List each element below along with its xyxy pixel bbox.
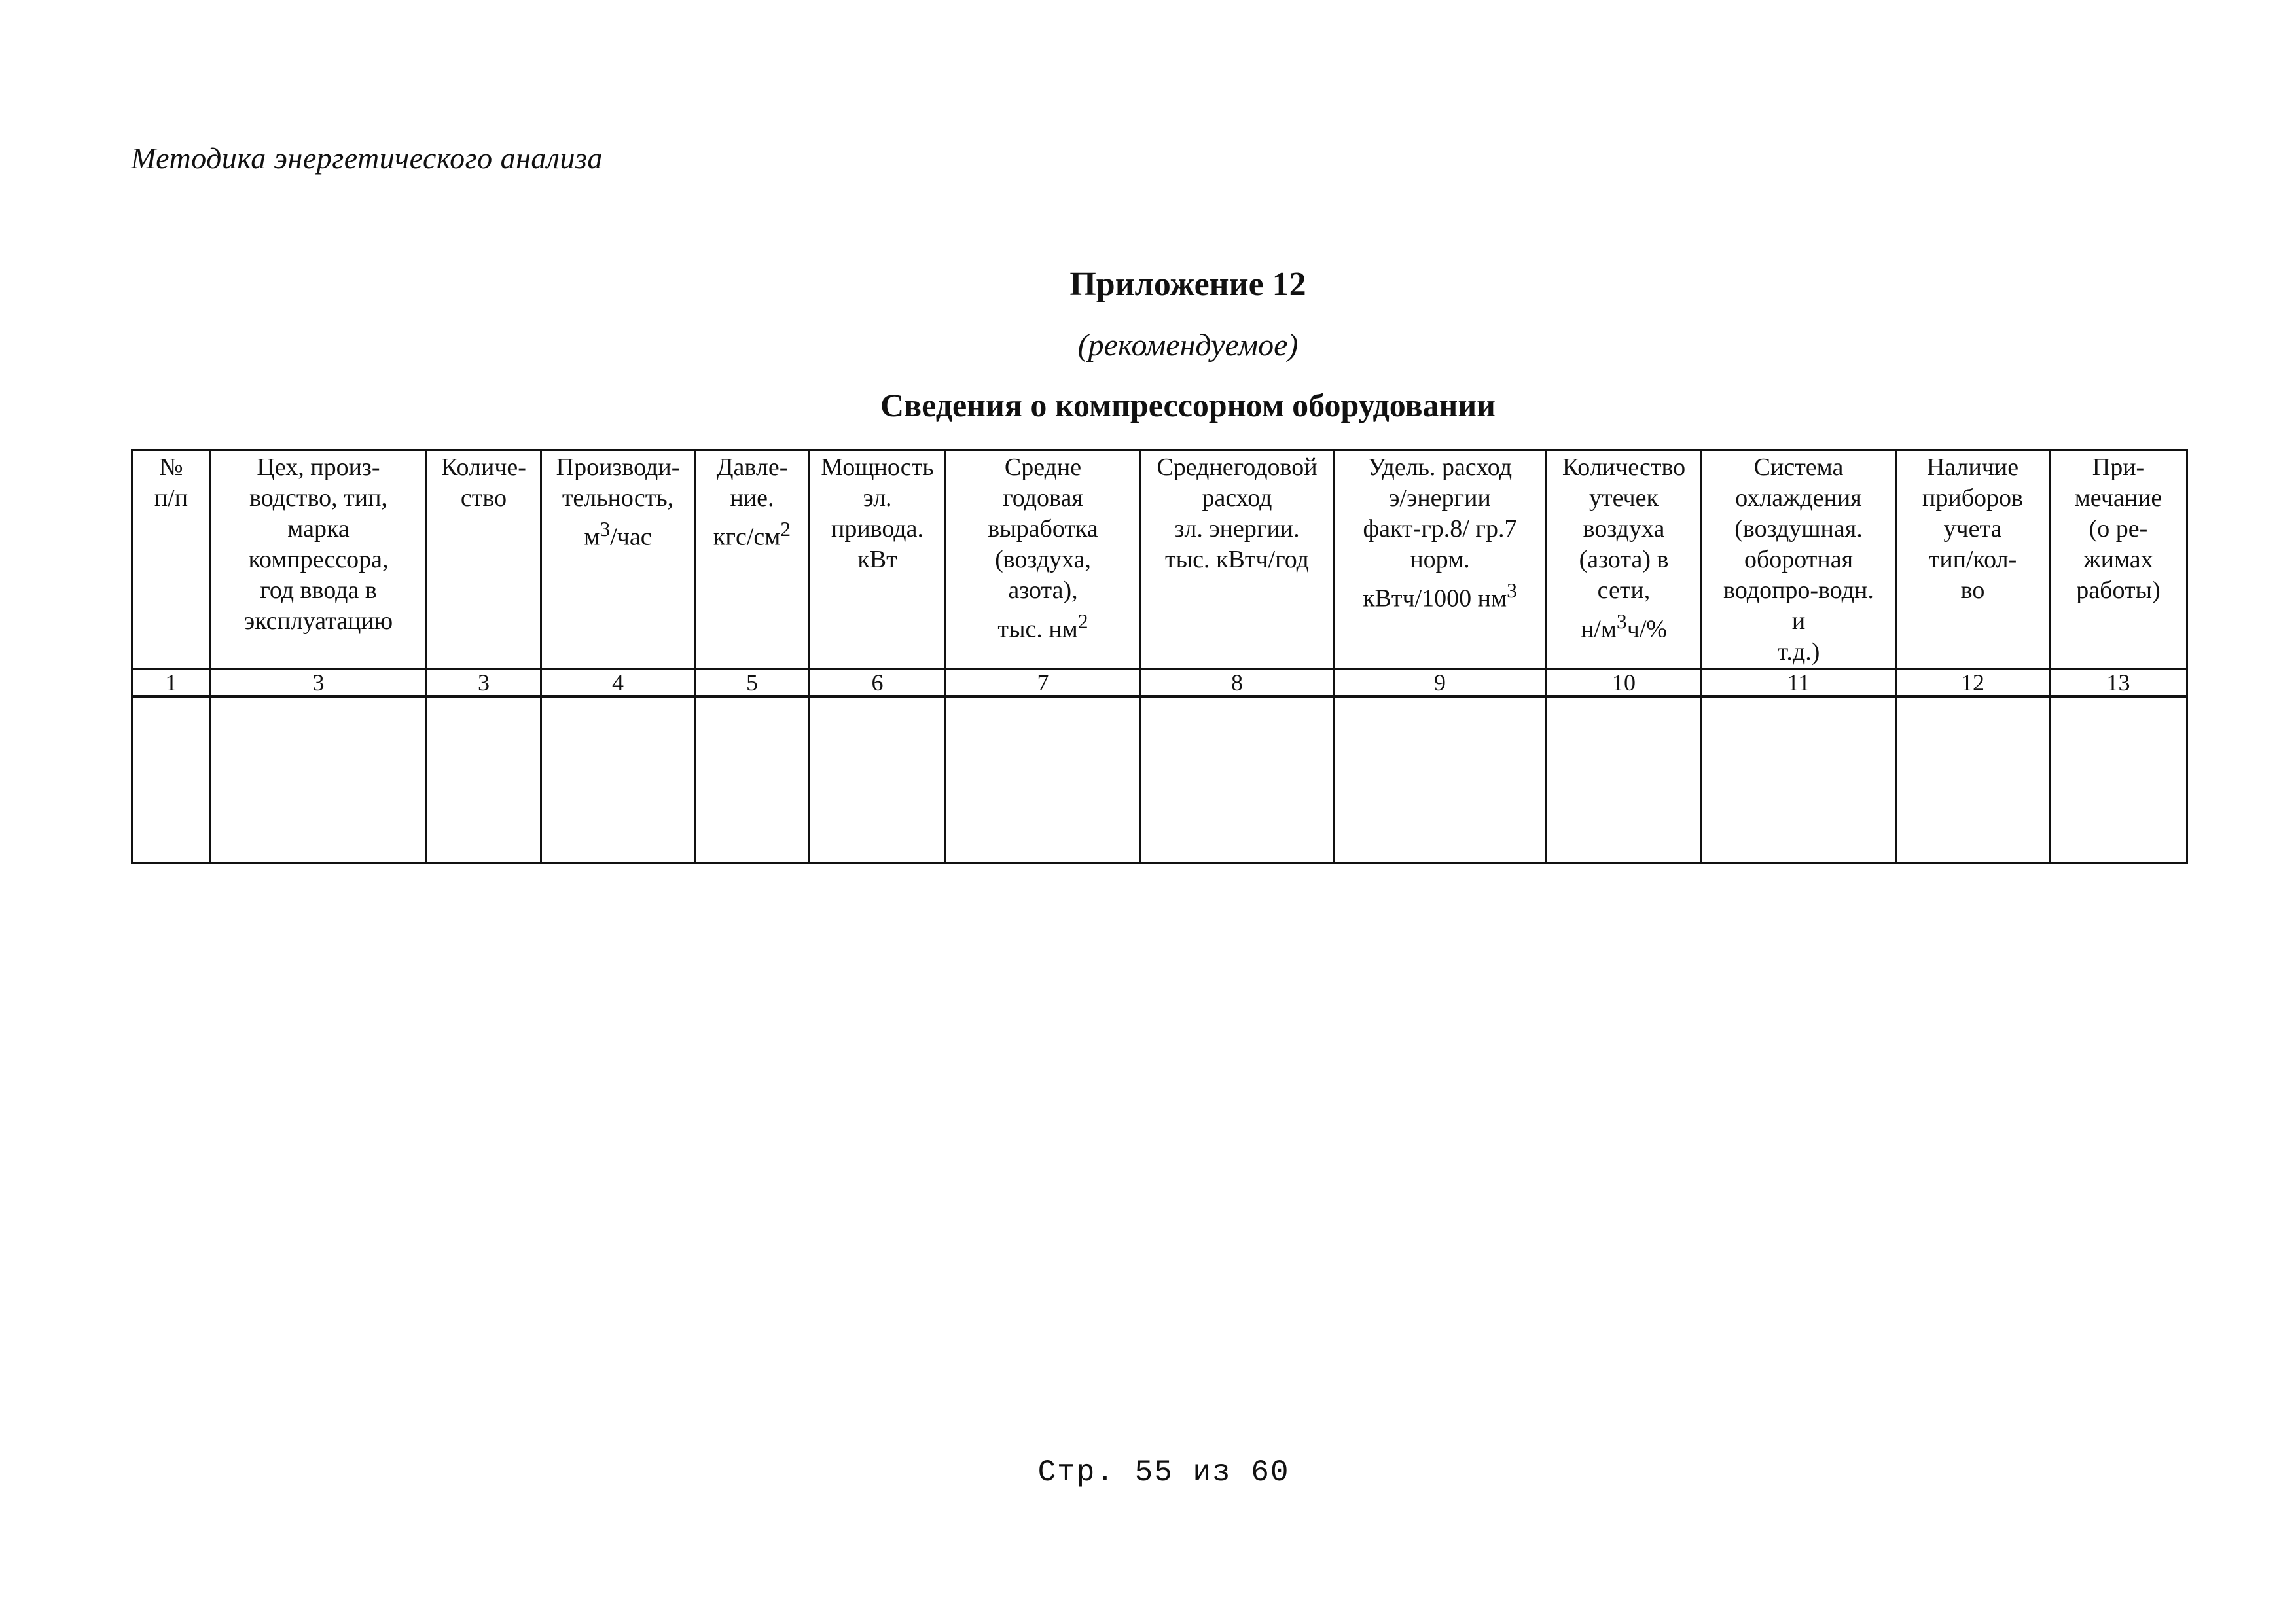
page-footer: Стр. 55 из 60 xyxy=(1037,1455,1290,1489)
header-cell-annual-output: Средне годовая выработка (воздуха, азота), тыс. $нм^2$ xyxy=(946,450,1141,669)
data-cell xyxy=(1334,697,1547,863)
data-cell xyxy=(1141,697,1334,863)
column-number-cell: 13 xyxy=(2050,669,2187,697)
column-number-cell: 4 xyxy=(541,669,695,697)
column-number-cell: 3 xyxy=(427,669,541,697)
header-cell-cooling-system: Система охлаждения (воздушная. оборотная водопро-водн. и т.д.) xyxy=(1702,450,1896,669)
data-cell xyxy=(1702,697,1896,863)
header-cell-annual-energy: Среднегодовой расход зл. энергии. тыс. кВтч/год xyxy=(1141,450,1334,669)
data-cell xyxy=(2050,697,2187,863)
table-row xyxy=(132,697,2187,863)
column-number-cell: 12 xyxy=(1896,669,2050,697)
column-number-cell: 10 xyxy=(1547,669,1702,697)
appendix-subtitle: (рекомендуемое) xyxy=(1077,328,1299,363)
column-number-cell: 11 xyxy=(1702,669,1896,697)
data-cell xyxy=(810,697,946,863)
column-number-cell: 8 xyxy=(1141,669,1334,697)
header-cell-quantity: Количе- ство xyxy=(427,450,541,669)
header-cell-capacity: Производи- тельность, $м^3$/час xyxy=(541,450,695,669)
column-number-cell: 9 xyxy=(1334,669,1547,697)
header-cell-drive-power: Мощность эл. привода. кВт xyxy=(810,450,946,669)
table-caption: Сведения о компрессорном оборудовании xyxy=(880,387,1496,423)
column-number-cell: 5 xyxy=(695,669,810,697)
data-cell xyxy=(427,697,541,863)
data-cell xyxy=(1896,697,2050,863)
header-cell-row-number: № п/п xyxy=(132,450,211,669)
data-cell xyxy=(946,697,1141,863)
table-header-row xyxy=(132,450,2187,669)
header-cell-leakage: Количество утечек воздуха (азота) в сети, $н/м^3ч/\%$ xyxy=(1547,450,1702,669)
column-number-row xyxy=(132,669,2187,697)
data-cell xyxy=(541,697,695,863)
column-number-cell: 3 xyxy=(211,669,427,697)
data-cell xyxy=(695,697,810,863)
data-cell xyxy=(211,697,427,863)
running-header: Методика энергетического анализа xyxy=(131,141,603,175)
header-cell-specific-consumption: Удель. расход э/энергии факт-гр.8/ гр.7 норм. кВтч/1000 $нм^3$ xyxy=(1334,450,1547,669)
column-number-cell: 7 xyxy=(946,669,1141,697)
compressor-equipment-table xyxy=(131,449,2188,864)
header-cell-note: При- мечание (о ре- жимах работы) xyxy=(2050,450,2187,669)
appendix-title: Приложение 12 xyxy=(1069,266,1306,303)
header-cell-pressure: Давле- ние. кгс/$см^2$ xyxy=(695,450,810,669)
header-cell-meters: Наличие приборов учета тип/кол- во xyxy=(1896,450,2050,669)
data-cell xyxy=(132,697,211,863)
data-cell xyxy=(1547,697,1702,863)
header-cell-workshop: Цех, произ- водство, тип, марка компрессора, год ввода в эксплуатацию xyxy=(211,450,427,669)
column-number-cell: 1 xyxy=(132,669,211,697)
column-number-cell: 6 xyxy=(810,669,946,697)
